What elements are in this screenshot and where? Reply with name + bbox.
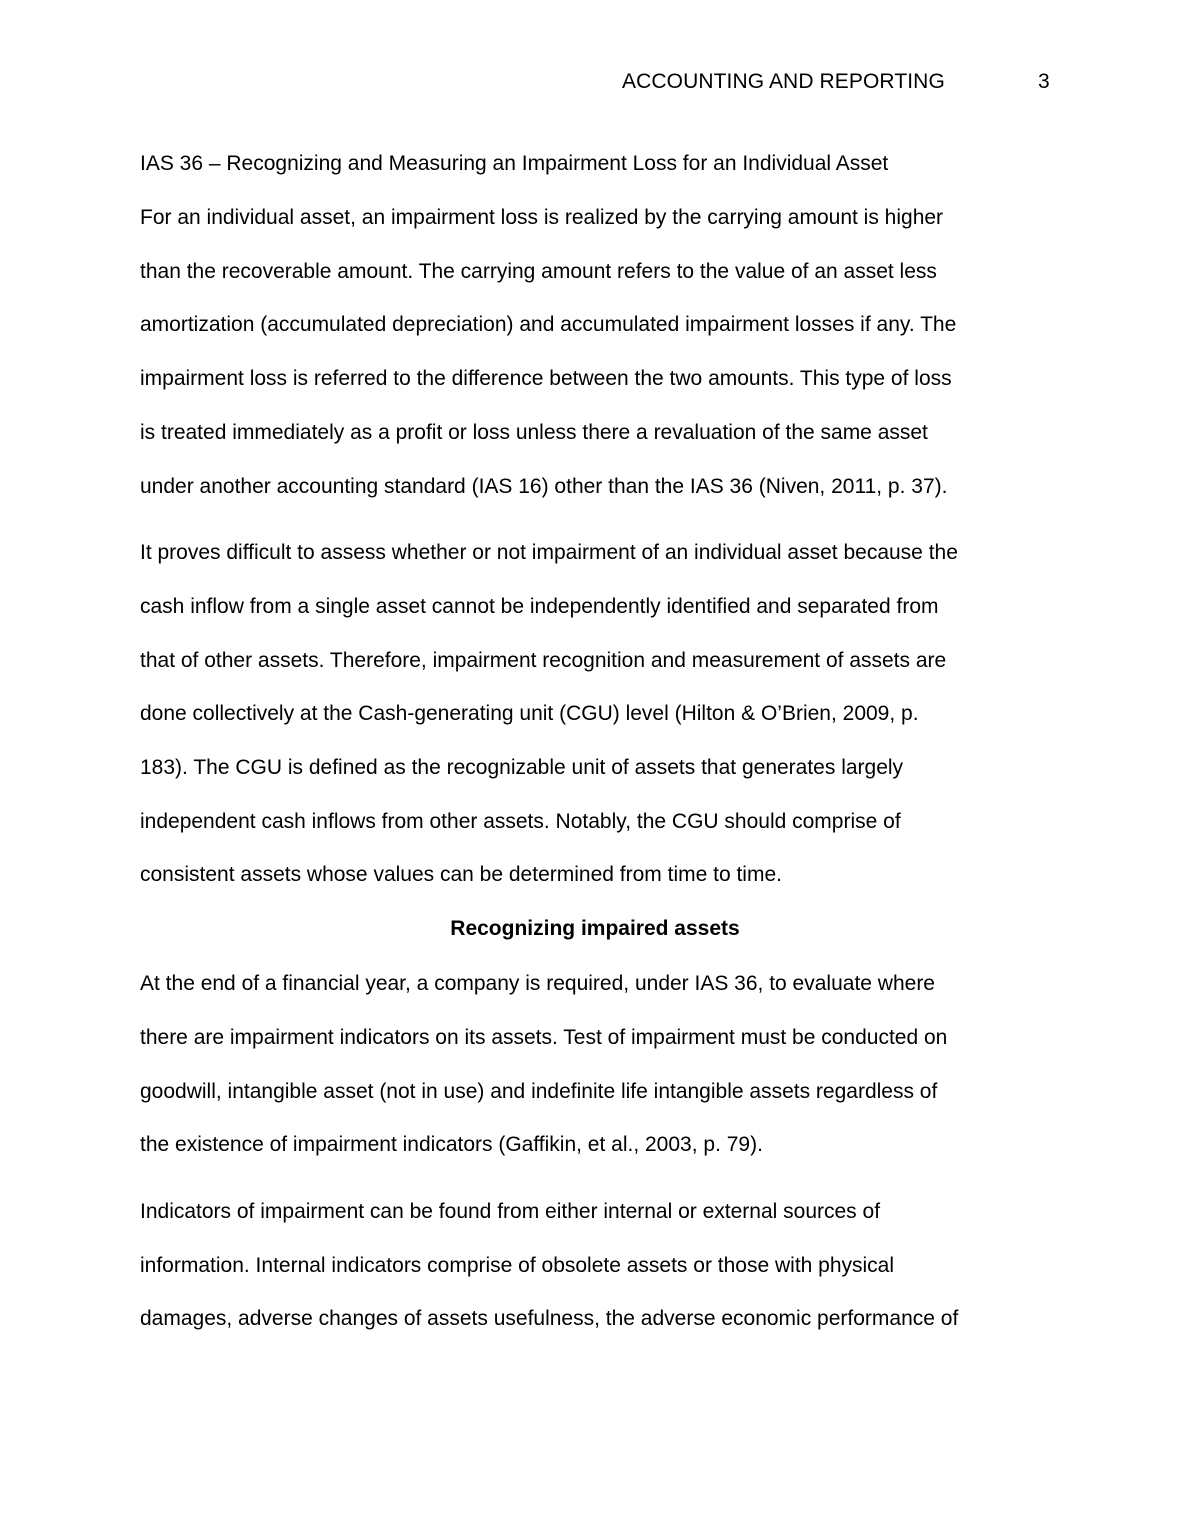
text-line: independent cash inflows from other assets. Notably, the CGU should comprise of	[140, 809, 901, 833]
text-line: under another accounting standard (IAS 16) other than the IAS 36 (Niven, 2011, p. 37).	[140, 474, 948, 498]
text-line: consistent assets whose values can be determined from time to time.	[140, 863, 782, 887]
text-line: the existence of impairment indicators (Gaffikin, et al., 2003, p. 79).	[140, 1133, 763, 1157]
section-heading: Recognizing impaired assets	[450, 917, 740, 941]
page-number: 3	[1038, 70, 1050, 93]
text-line: It proves difficult to assess whether or not impairment of an individual asset because the	[140, 541, 958, 565]
text-line: information. Internal indicators comprise of obsolete assets or those with physical	[140, 1253, 895, 1277]
text-line: damages, adverse changes of assets usefulness, the adverse economic performance of	[140, 1307, 959, 1331]
text-line: is treated immediately as a profit or loss unless there a revaluation of the same asset	[140, 420, 928, 444]
paragraph-3	[140, 957, 1050, 1172]
text-line: 183). The CGU is defined as the recognizable unit of assets that generates largely	[140, 756, 904, 780]
text-line: cash inflow from a single asset cannot be independently identified and separated from	[140, 594, 939, 618]
text-line: impairment loss is referred to the difference between the two amounts. This type of loss	[140, 367, 952, 391]
text-line: there are impairment indicators on its assets. Test of impairment must be conducted on	[140, 1025, 948, 1049]
text-line: At the end of a financial year, a company is required, under IAS 36, to evaluate where	[140, 972, 935, 996]
text-line: Indicators of impairment can be found from either internal or external sources of	[140, 1199, 881, 1223]
text-line: that of other assets. Therefore, impairment recognition and measurement of assets are	[140, 648, 947, 672]
paragraph-4	[140, 1185, 1050, 1346]
document-body	[140, 150, 1050, 1359]
text-line: than the recoverable amount. The carrying amount refers to the value of an asset less	[140, 259, 937, 283]
paragraph-1	[140, 191, 1050, 513]
text-line: done collectively at the Cash-generating unit (CGU) level (Hilton & O’Brien, 2009, p.	[140, 702, 919, 726]
text-line: goodwill, intangible asset (not in use) and indefinite life intangible assets regardless of	[140, 1079, 938, 1103]
paragraph-2	[140, 526, 1050, 902]
running-head: ACCOUNTING AND REPORTING	[622, 70, 945, 93]
text-line: amortization (accumulated depreciation) and accumulated impairment losses if any. The	[140, 313, 957, 337]
subtitle: IAS 36 – Recognizing and Measuring an Impairment Loss for an Individual Asset	[140, 152, 889, 175]
text-line: For an individual asset, an impairment loss is realized by the carrying amount is higher	[140, 206, 944, 229]
